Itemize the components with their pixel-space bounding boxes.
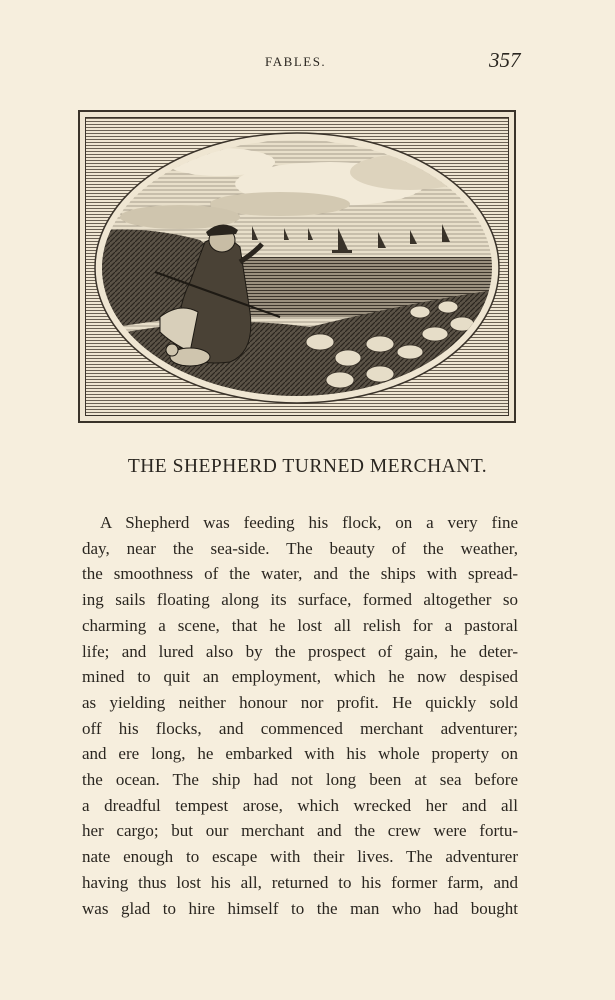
engraving-illustration xyxy=(80,112,514,421)
text-line: having thus lost his all, returned to his former farm, and xyxy=(82,872,518,892)
running-head: FABLES. xyxy=(265,54,327,69)
page-number: 357 xyxy=(489,48,521,72)
engraving-plate xyxy=(78,110,516,423)
text-line: the smoothness of the water, and the ships with spread- xyxy=(82,564,518,584)
text-line: A Shepherd was feeding his flock, on a very fine xyxy=(100,513,518,532)
text-line: life; and lured also by the prospect of gain, he deter- xyxy=(82,641,518,661)
text-line: day, near the sea-side. The beauty of the weather, xyxy=(82,538,518,558)
text-line: mined to quit an employment, which he now despised xyxy=(82,667,518,687)
text-line: as yielding neither honour nor profit. He quickly sold xyxy=(82,692,518,712)
page-header xyxy=(0,48,615,78)
text-line: charming a scene, that he lost all relish for a pastoral xyxy=(82,615,518,635)
text-line: off his flocks, and commenced merchant adventurer; xyxy=(82,718,518,738)
fable-title: THE SHEPHERD TURNED MERCHANT. xyxy=(127,456,488,477)
text-line: her cargo; but our merchant and the crew were fortu- xyxy=(82,821,518,841)
text-line: nate enough to escape with their lives. The adventurer xyxy=(82,847,518,867)
text-line: was glad to hire himself to the man who had bought xyxy=(82,898,518,918)
text-line: ing sails floating along its surface, formed altogether so xyxy=(82,590,518,610)
fable-body xyxy=(82,510,518,921)
text-line: a dreadful tempest arose, which wrecked her and all xyxy=(82,795,518,815)
text-line: the ocean. The ship had not long been at sea before xyxy=(82,770,518,790)
text-line: and ere long, he embarked with his whole property on xyxy=(82,744,518,764)
